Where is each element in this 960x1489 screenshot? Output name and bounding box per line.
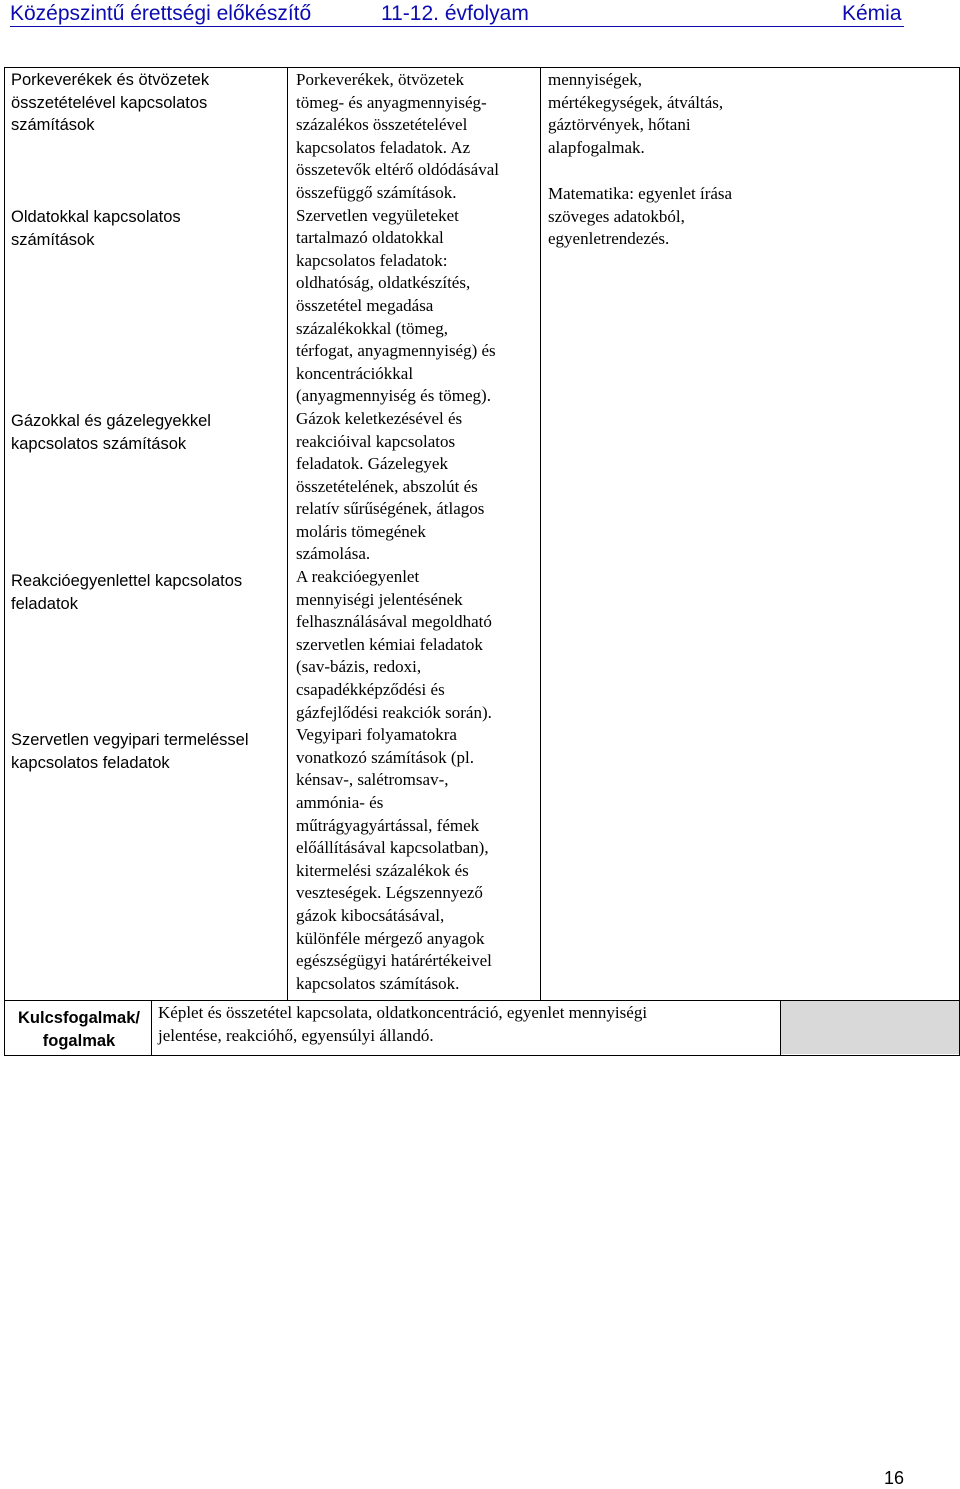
content-line: ammónia- és <box>296 793 384 812</box>
topic-line: Gázokkal és gázelegyekkel <box>11 412 211 430</box>
content-line: számolása. <box>296 544 371 564</box>
content-line: műtrágyagyártással, fémek <box>296 815 480 835</box>
topic-line: feladatok <box>11 594 78 613</box>
content-line: koncentrációkkal <box>296 363 414 383</box>
column-divider <box>540 67 541 1000</box>
content-line: feladatok. Gázelegyek <box>296 454 448 474</box>
content-line: Vegyipari folyamatokra <box>296 725 457 745</box>
content-line: különféle mérgező anyagok <box>296 928 485 948</box>
content-line: oldhatóság, oldatkészítés, <box>296 273 471 293</box>
content-line: összetétel megadása <box>296 295 434 315</box>
crosslink-line: Matematika: egyenlet írása <box>548 184 733 203</box>
key-concepts-label-line: Kulcsfogalmak/ <box>18 1009 140 1027</box>
table-bottom-border <box>4 1055 960 1056</box>
table-top-border <box>4 67 960 68</box>
content-line: százalékokkal (tömeg, <box>296 318 448 338</box>
crosslink-cell <box>548 183 732 251</box>
topic-cell <box>11 206 181 251</box>
row-divider <box>4 1000 960 1001</box>
topic-cell <box>11 570 242 615</box>
crosslink-line: alapfogalmak. <box>548 137 645 157</box>
topic-line: számítások <box>11 230 95 249</box>
content-line: Szervetlen vegyületeket <box>296 205 459 225</box>
topic-line: összetételével kapcsolatos <box>11 93 208 112</box>
crosslink-line: mértékegységek, átváltás, <box>548 92 724 112</box>
content-line: vonatkozó számítások (pl. <box>296 747 474 767</box>
content-line: előállításával kapcsolatban), <box>296 838 489 858</box>
crosslink-cell <box>548 69 723 159</box>
content-line: A reakcióegyenlet <box>296 567 420 587</box>
key-concepts-line: jelentése, reakcióhő, egyensúlyi állandó. <box>158 1025 434 1045</box>
content-line: gázok kibocsátásával, <box>296 905 445 925</box>
header-course-title: Középszintű érettségi előkészítő <box>10 2 312 25</box>
content-line: felhasználásával megoldható <box>296 612 492 632</box>
content-line: Porkeverékek, ötvözetek <box>296 70 465 89</box>
topic-line: kapcsolatos feladatok <box>11 753 170 772</box>
crosslink-line: egyenletrendezés. <box>548 229 670 249</box>
column-divider <box>780 1000 781 1055</box>
crosslink-line: mennyiségek, <box>548 70 642 89</box>
content-line: veszteségek. Légszennyező <box>296 883 483 903</box>
content-line: összetételének, abszolút és <box>296 476 478 496</box>
content-line: összetevők eltérő oldódásával <box>296 160 499 180</box>
key-concepts-label <box>11 1007 147 1052</box>
content-line: kapcsolatos feladatok: <box>296 250 448 270</box>
column-divider <box>151 1000 152 1055</box>
content-line: térfogat, anyagmennyiség) és <box>296 341 496 361</box>
crosslink-line: gáztörvények, hőtani <box>548 115 691 135</box>
content-line: (anyagmennyiség és tömeg). <box>296 386 491 406</box>
key-concepts-label-line: fogalmak <box>42 1031 116 1050</box>
topic-line: számítások <box>11 116 95 135</box>
topic-cell <box>11 729 249 774</box>
crosslink-line: szöveges adatokból, <box>548 206 685 226</box>
content-line: kapcsolatos feladatok. Az <box>296 137 471 157</box>
content-line: szervetlen kémiai feladatok <box>296 634 483 654</box>
topic-line: Oldatokkal kapcsolatos <box>11 208 181 226</box>
column-divider <box>287 67 288 1000</box>
topic-cell <box>11 410 211 455</box>
content-cell <box>296 69 499 995</box>
header-subject: Kémia <box>842 2 902 25</box>
shaded-cell <box>780 1001 959 1054</box>
content-line: relatív sűrűségének, átlagos <box>296 499 485 519</box>
content-line: kitermelési százalékok és <box>296 860 469 880</box>
curriculum-table <box>4 67 960 1057</box>
content-line: kénsav-, salétromsav-, <box>296 770 449 790</box>
topic-line: Szervetlen vegyipari termeléssel <box>11 731 249 749</box>
content-line: csapadékképződési és <box>296 680 445 700</box>
content-line: mennyiségi jelentésének <box>296 589 463 609</box>
header-underline <box>10 26 904 27</box>
topic-line: Porkeverékek és ötvözetek <box>11 71 210 89</box>
content-line: százalékos összetételével <box>296 115 468 135</box>
content-line: moláris tömegének <box>296 521 426 541</box>
content-line: gázfejlődési reakciók során). <box>296 702 492 722</box>
key-concepts-text <box>158 1002 647 1047</box>
content-line: egészségügyi határértékeivel <box>296 951 492 971</box>
topic-line: kapcsolatos számítások <box>11 434 187 453</box>
content-line: reakcióival kapcsolatos <box>296 431 456 451</box>
header-grade: 11-12. évfolyam <box>381 2 529 25</box>
content-line: Gázok keletkezésével és <box>296 408 463 428</box>
content-line: kapcsolatos számítások. <box>296 973 460 993</box>
topic-line: Reakcióegyenlettel kapcsolatos <box>11 572 243 590</box>
page-number: 16 <box>883 1468 904 1488</box>
key-concepts-line: Képlet és összetétel kapcsolata, oldatkoncentráció, egyenlet mennyiségi <box>158 1003 648 1022</box>
content-line: (sav-bázis, redoxi, <box>296 657 422 677</box>
content-line: összefüggő számítások. <box>296 182 457 202</box>
topic-cell <box>11 69 209 137</box>
page-header <box>0 0 960 30</box>
content-line: tömeg- és anyagmennyiség- <box>296 92 487 112</box>
content-line: tartalmazó oldatokkal <box>296 228 444 248</box>
table-left-border <box>4 67 5 1056</box>
